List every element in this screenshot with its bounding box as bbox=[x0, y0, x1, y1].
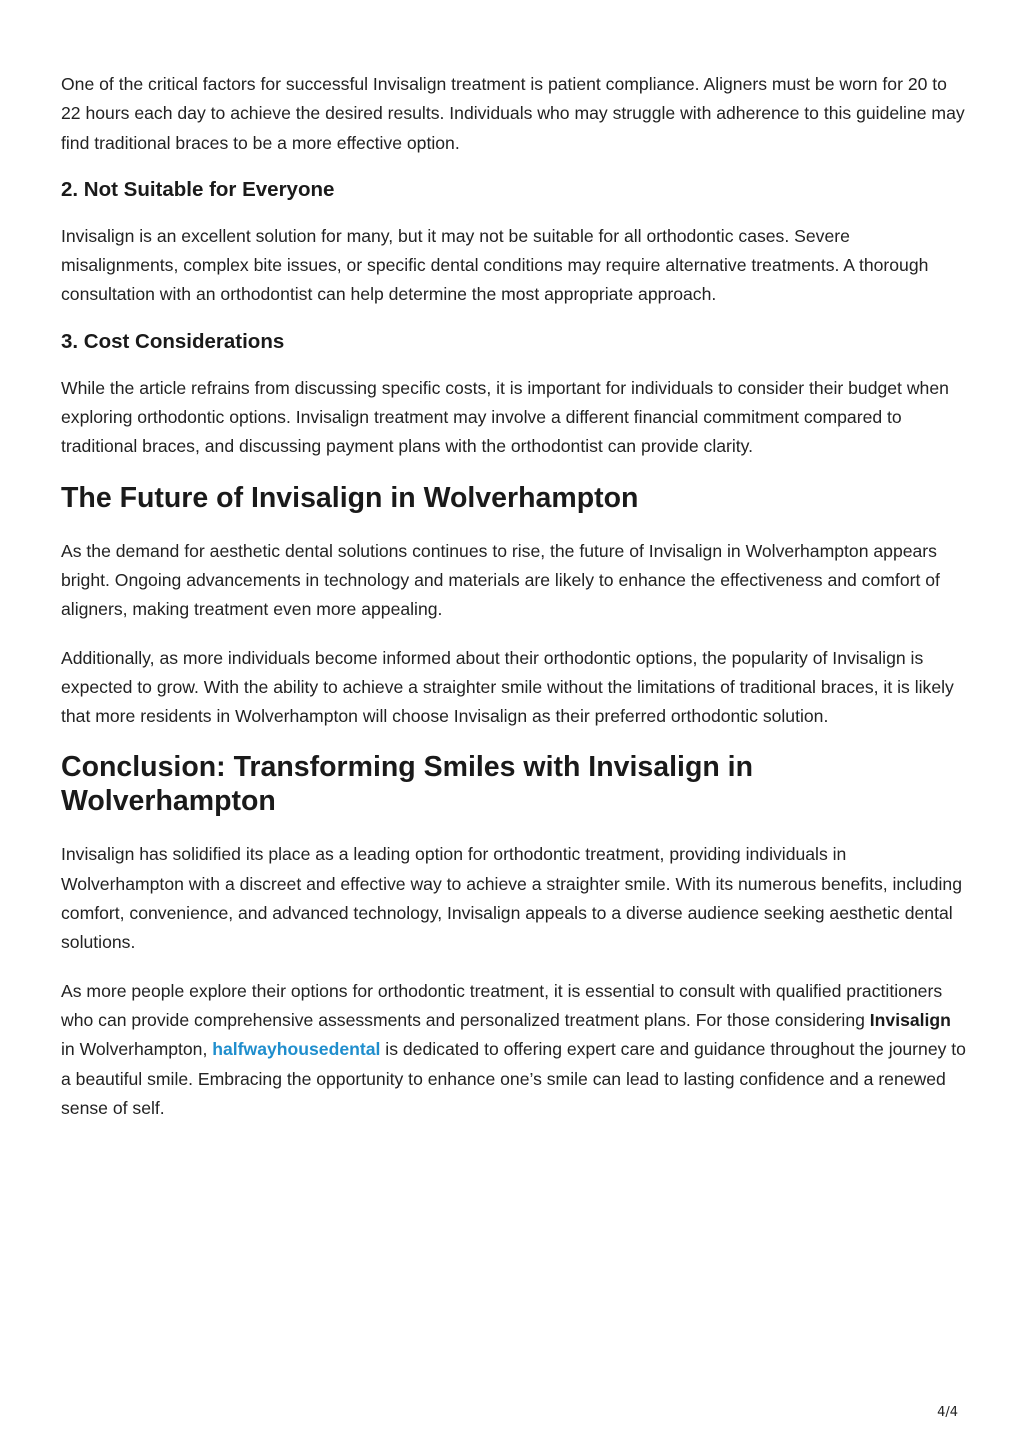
page-number: 4/4 bbox=[937, 1405, 958, 1420]
paragraph-patient-compliance: One of the critical factors for successful Invisalign treatment is patient compliance. Aligners must be worn for 20 to 22 hours each day to achieve the desired results. Individuals who may struggle with adherence to this guideline may find traditional braces to be a more effective option. bbox=[61, 74, 965, 153]
heading-not-suitable: 2. Not Suitable for Everyone bbox=[61, 177, 335, 201]
conclusion-text-part-3: is dedicated to offering expert care and guidance throughout the journey to a beautiful smile. Embracing the opportunity to enhance one’s smile can lead to lasting confidence and a renewed sense of self. bbox=[61, 1039, 966, 1118]
paragraph-conclusion-1: Invisalign has solidified its place as a leading option for orthodontic treatment, providing individuals in Wolverhampton with a discreet and effective way to achieve a straighter smile. With its numerous benefits, including comfort, convenience, and advanced technology, Invisalign appeals to a diverse audience seeking aesthetic dental solutions. bbox=[61, 844, 962, 953]
heading-future: The Future of Invisalign in Wolverhampton bbox=[61, 481, 639, 514]
paragraph-future-2: Additionally, as more individuals become informed about their orthodontic options, the popularity of Invisalign is expected to grow. With the ability to achieve a straighter smile without the limitations of traditional braces, it is likely that more residents in Wolverhampton will choose Invisalign as their preferred orthodontic solution. bbox=[61, 647, 954, 727]
heading-cost-considerations: 3. Cost Considerations bbox=[61, 329, 285, 353]
paragraph-not-suitable: Invisalign is an excellent solution for many, but it may not be suitable for all orthodontic cases. Severe misalignments, complex bite issues, or specific dental conditions may require alternative treatments. A thorough consultation with an orthodontist can help determine the most appropriate approach. bbox=[61, 225, 929, 305]
invisalign-bold-text: Invisalign bbox=[869, 1009, 951, 1030]
document-page bbox=[61, 70, 966, 1142]
conclusion-text-part-2: in Wolverhampton, bbox=[61, 1039, 213, 1060]
paragraph-cost-considerations: While the article refrains from discussing specific costs, it is important for individuals to consider their budget when exploring orthodontic options. Invisalign treatment may involve a different financial commitment compared to traditional braces, and discussing payment plans with the orthodontist can provide clarity. bbox=[61, 377, 949, 457]
conclusion-text-part-1: As more people explore their options for orthodontic treatment, it is essential to consult with qualified practitioners who can provide comprehensive assessments and personalized treatment plans. For those considering bbox=[61, 980, 943, 1030]
paragraph-conclusion-2 bbox=[61, 977, 966, 1123]
paragraph-future-1: As the demand for aesthetic dental solutions continues to rise, the future of Invisalign in Wolverhampton appears bright. Ongoing advancements in technology and materials are likely to enhance the effectiveness and comfort of aligners, making treatment even more appealing. bbox=[61, 540, 940, 620]
heading-conclusion: Conclusion: Transforming Smiles with Invisalign in Wolverhampton bbox=[61, 751, 754, 818]
halfwayhousedental-link[interactable]: halfwayhousedental bbox=[212, 1039, 381, 1060]
